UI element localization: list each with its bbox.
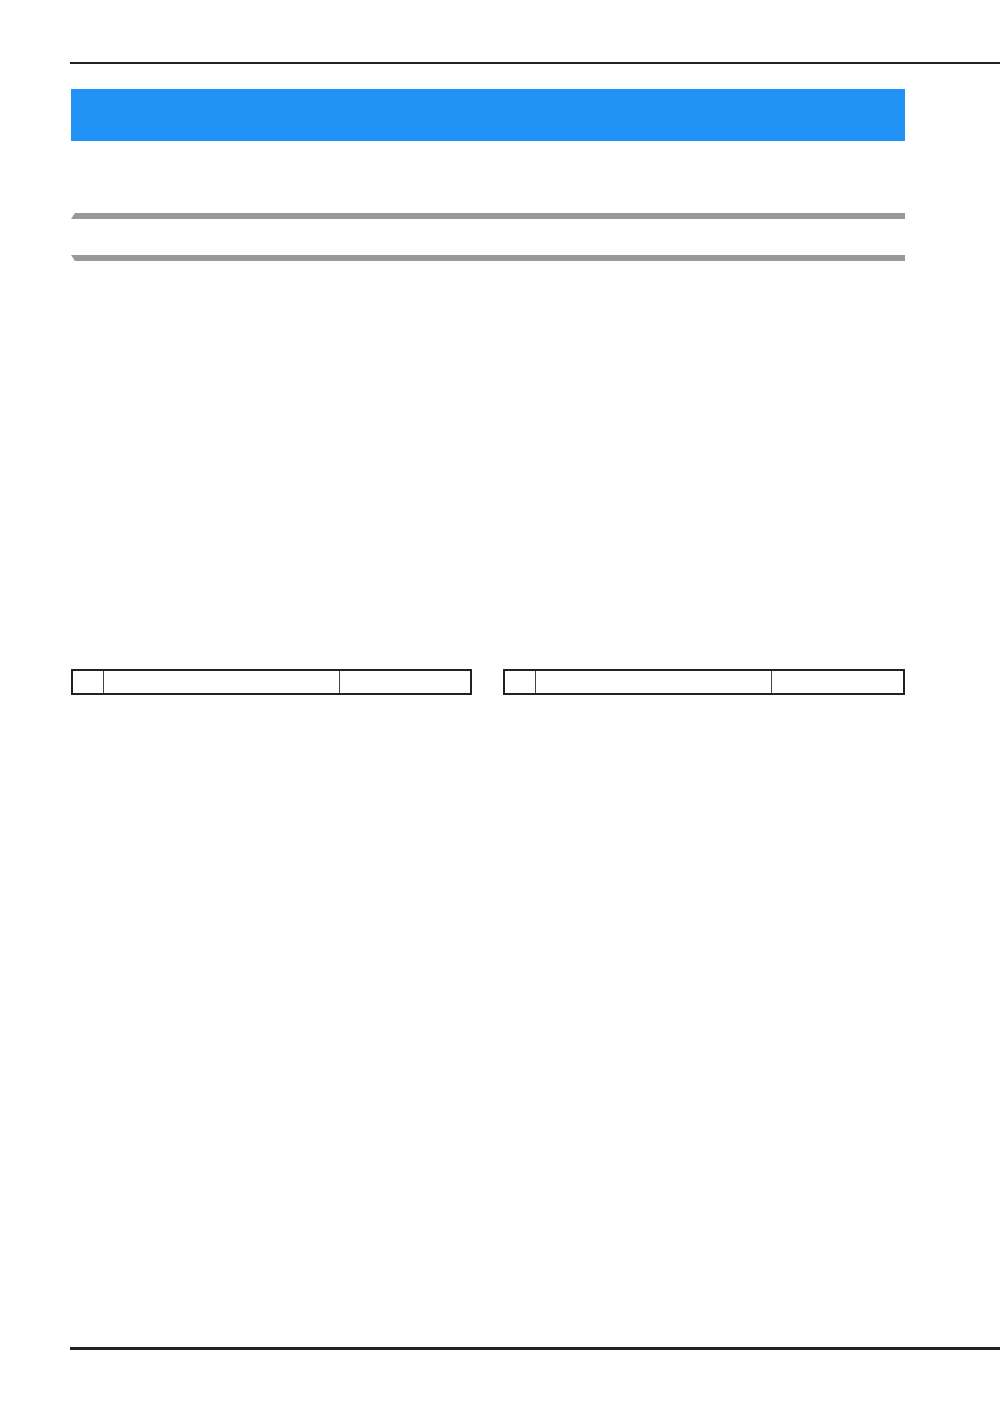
table-header-row [504,670,904,694]
top-rule [70,62,1000,64]
section-bar-bottom [71,255,905,261]
header-no [504,670,536,694]
table-header-row [72,670,471,694]
title-band [71,89,905,141]
accessory-table-left [71,669,472,695]
section-bar-top [71,213,905,219]
header-name [104,670,340,694]
header-name [536,670,772,694]
header-no [72,670,104,694]
bottom-rule [70,1347,1000,1350]
header-code [772,670,904,694]
accessory-table-right [503,669,905,695]
header-code [340,670,471,694]
